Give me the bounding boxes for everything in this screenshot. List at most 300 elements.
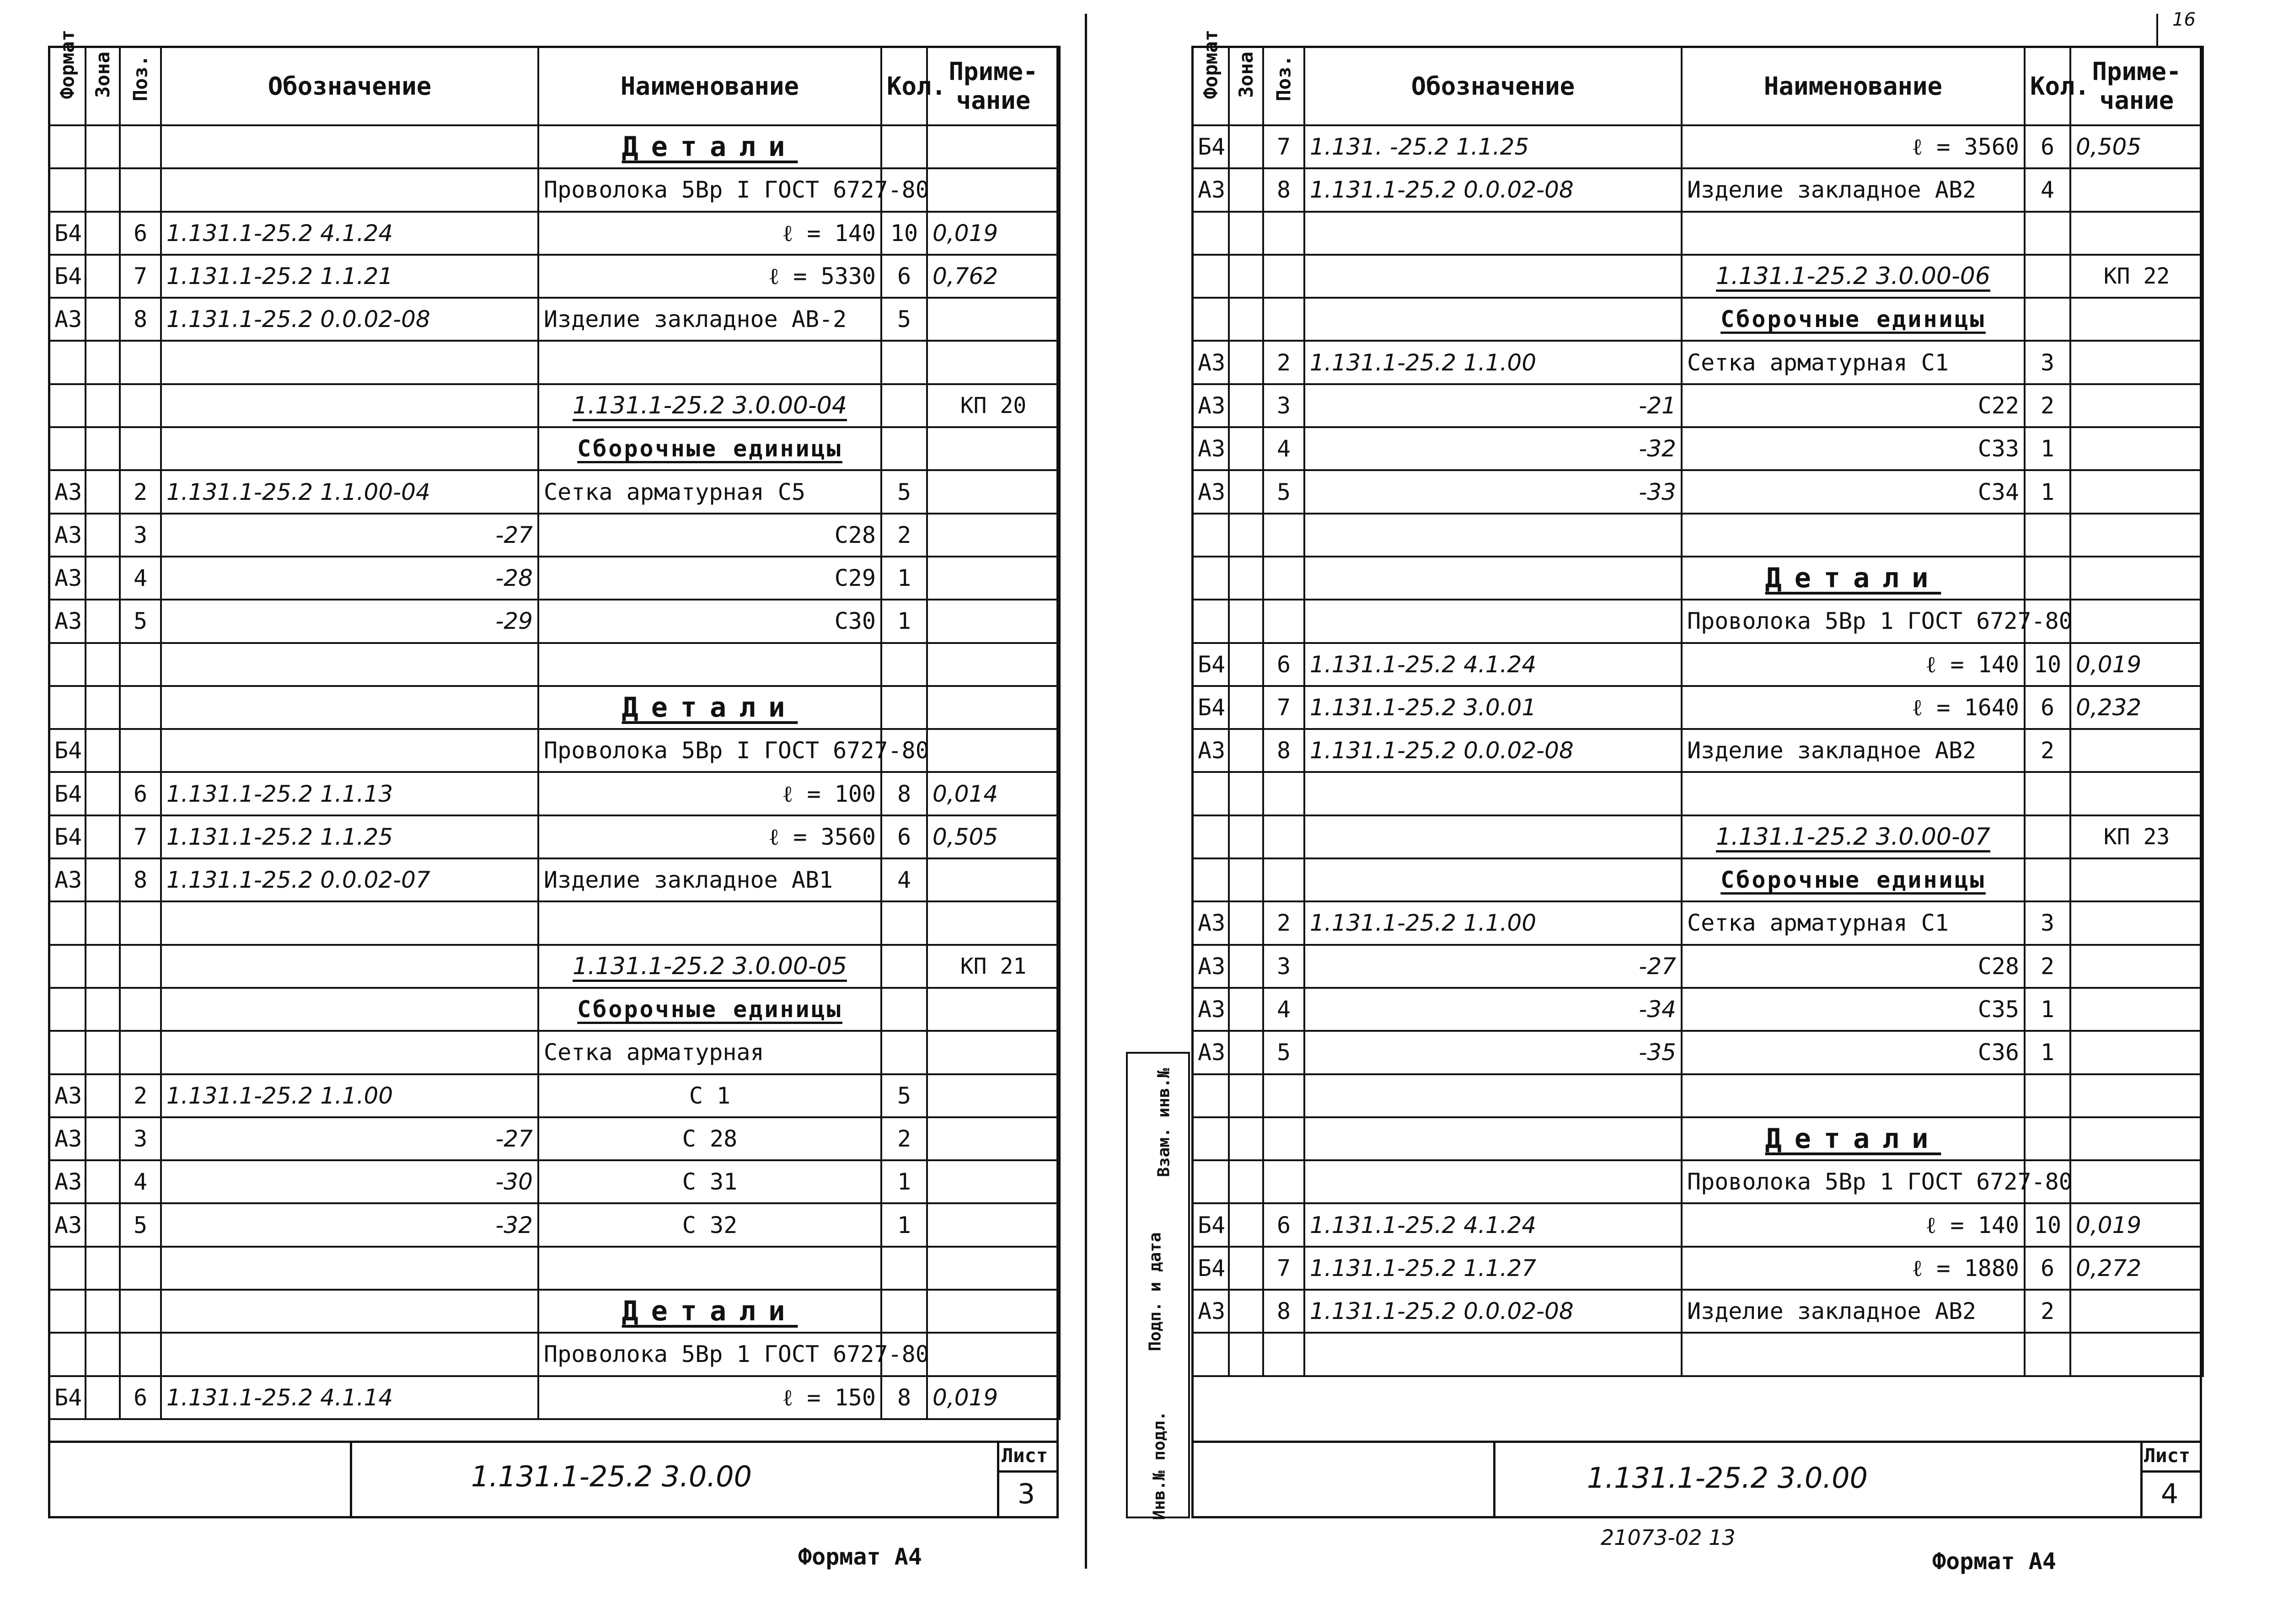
note-cell: 0,014 [927,772,1060,815]
designation-cell [161,945,538,988]
note-cell [2070,1290,2203,1333]
note-cell [2070,557,2203,600]
format-cell: Б4 [49,212,86,255]
section-title: Сборочные единицы [1720,867,1986,894]
table-row [49,686,1060,729]
zone-cell [86,1031,120,1074]
format-cell: А3 [49,600,86,643]
format-cell [1192,514,1229,557]
format-cell [1192,772,1229,815]
format-cell [49,1333,86,1376]
note-cell [927,988,1060,1031]
zone-cell [86,1074,120,1117]
position-cell [1263,212,1304,255]
title-code: 1.131.1-25.2 3.0.00 [1587,1461,1868,1495]
table-row [49,1117,1060,1160]
empty-cell [49,686,86,729]
page-divider [1085,14,1087,1569]
name-cell: ℓ = 140 [1682,1203,2025,1246]
name-cell: С22 [1682,384,2025,427]
zone-cell [86,557,120,600]
name-cell: Изделие закладное АВ2 [1682,729,2025,772]
zone-cell [86,1376,120,1419]
empty-cell [1229,255,1263,298]
document-code: 1.131.1-25.2 3.0.00-07 [1716,823,1990,851]
col-format-header: Формат [49,47,86,125]
empty-cell [1263,858,1304,901]
empty-cell [1192,1117,1229,1160]
name-cell [1682,772,2025,815]
table-row [1192,427,2203,470]
qty-cell [2025,212,2070,255]
col-note-header: Приме- чание [2070,47,2203,125]
empty-cell [49,125,86,168]
zone-cell [86,514,120,557]
position-cell: 3 [1263,945,1304,988]
zone-cell [1229,1031,1263,1074]
section-title: Детали [622,131,798,163]
note-cell [2070,600,2203,643]
qty-cell: 2 [2025,945,2070,988]
table-row [1192,1074,2203,1117]
position-cell: 6 [1263,643,1304,686]
note-cell [927,858,1060,901]
designation-cell [1304,772,1682,815]
table-row [49,427,1060,470]
sheet-left [0,0,1079,1624]
sheet-right [1125,0,2204,1624]
name-cell: ℓ = 3560 [538,815,881,858]
zone-cell [1229,1074,1263,1117]
empty-cell [120,1290,161,1333]
qty-cell: 10 [2025,1203,2070,1246]
format-cell: А3 [49,1074,86,1117]
designation-cell [161,1247,538,1290]
table-row [49,255,1060,298]
empty-cell [1263,1117,1304,1160]
position-cell [1263,1160,1304,1203]
col-qty-header: Кол. [881,47,927,125]
position-cell: 3 [120,514,161,557]
note-cell: 0,762 [927,255,1060,298]
name-cell: ℓ = 140 [1682,643,2025,686]
note-cell [2070,988,2203,1031]
table-row [1192,1203,2203,1246]
note-cell: КП 20 [927,384,1060,427]
table-row [1192,384,2203,427]
empty-cell [1263,298,1304,341]
table-row [1192,686,2203,729]
qty-cell: 4 [2025,168,2070,211]
table-row [1192,514,2203,557]
qty-cell: 1 [881,557,927,600]
zone-cell [86,1117,120,1160]
designation-cell [1304,514,1682,557]
note-cell [927,341,1060,384]
position-cell [1263,600,1304,643]
section-title: Детали [622,1295,798,1328]
designation-cell: 1.131.1-25.2 0.0.02-08 [1304,168,1682,211]
table-row [1192,858,2203,901]
format-cell: А3 [1192,729,1229,772]
spec-table [48,29,1061,1420]
designation-cell [1304,298,1682,341]
position-cell [1263,514,1304,557]
sheet-number: 4 [2161,1478,2179,1510]
qty-cell [881,988,927,1031]
format-cell [1192,1160,1229,1203]
table-row [49,988,1060,1031]
qty-cell [881,341,927,384]
stamp-vzam-inv: Взам. инв.№ [1154,1068,1174,1177]
note-cell [927,557,1060,600]
position-cell: 8 [120,298,161,341]
qty-cell: 6 [2025,686,2070,729]
name-cell: Сетка арматурная [538,1031,881,1074]
note-cell [2070,1031,2203,1074]
table-row [49,168,1060,211]
designation-cell [1304,255,1682,298]
name-cell: Сетка арматурная С1 [1682,901,2025,944]
designation-cell: -27 [161,514,538,557]
position-cell: 3 [1263,384,1304,427]
format-cell [1192,600,1229,643]
format-cell: Б4 [1192,1203,1229,1246]
name-cell: ℓ = 1880 [1682,1247,2025,1290]
table-row [49,470,1060,513]
qty-cell: 6 [2025,1247,2070,1290]
position-cell: 6 [120,772,161,815]
table-row [1192,255,2203,298]
format-cell: Б4 [49,815,86,858]
note-cell [927,1290,1060,1333]
designation-cell [161,384,538,427]
col-pos-header: Поз. [120,47,161,125]
table-row [49,1247,1060,1290]
position-cell: 7 [1263,686,1304,729]
designation-cell [161,686,538,729]
note-cell: 0,019 [927,1376,1060,1419]
note-cell [927,514,1060,557]
zone-cell [86,600,120,643]
empty-cell [86,988,120,1031]
name-cell [538,643,881,686]
zone-cell [1229,384,1263,427]
format-cell: Б4 [1192,643,1229,686]
qty-cell [881,125,927,168]
name-cell [538,1247,881,1290]
format-cell: А3 [1192,384,1229,427]
format-cell: А3 [49,557,86,600]
designation-cell [161,988,538,1031]
empty-cell [1192,298,1229,341]
table-row [49,1031,1060,1074]
zone-cell [86,298,120,341]
qty-cell [2025,772,2070,815]
table-row [49,341,1060,384]
section-heading [1682,557,2025,600]
position-cell: 4 [120,1160,161,1203]
name-cell: С28 [1682,945,2025,988]
designation-cell: 1.131. -25.2 1.1.25 [1304,125,1682,168]
section-heading [1682,298,2025,341]
position-cell: 6 [120,1376,161,1419]
section-title: Сборочные единицы [1720,306,1986,333]
zone-cell [86,255,120,298]
table-row [1192,1247,2203,1290]
position-cell [120,1247,161,1290]
position-cell: 7 [1263,125,1304,168]
empty-cell [1263,815,1304,858]
qty-cell: 6 [881,255,927,298]
designation-cell: 1.131.1-25.2 0.0.02-08 [161,298,538,341]
qty-cell: 8 [881,1376,927,1419]
empty-cell [120,945,161,988]
format-cell: А3 [1192,427,1229,470]
zone-cell [1229,1203,1263,1246]
section-heading [538,686,881,729]
note-cell [927,1074,1060,1117]
document-designation [538,945,881,988]
name-cell: С 1 [538,1074,881,1117]
format-cell: А3 [1192,470,1229,513]
name-cell: Проволока 5Вр 1 ГОСТ 6727-80 [1682,1160,2025,1203]
empty-cell [1229,815,1263,858]
table-row [1192,341,2203,384]
col-designation-header: Обозначение [1304,47,1682,125]
note-cell [2070,772,2203,815]
table-row [1192,1160,2203,1203]
note-cell [2070,427,2203,470]
qty-cell [2025,858,2070,901]
table-row [49,1160,1060,1203]
designation-cell [161,1031,538,1074]
stamp-podp-data: Подп. и дата [1146,1232,1165,1351]
designation-cell: 1.131.1-25.2 0.0.02-07 [161,858,538,901]
designation-cell: 1.131.1-25.2 1.1.00 [161,1074,538,1117]
qty-cell: 5 [881,470,927,513]
note-cell [2070,1333,2203,1376]
position-cell: 7 [1263,1247,1304,1290]
note-cell: КП 22 [2070,255,2203,298]
note-cell [2070,298,2203,341]
qty-cell: 2 [2025,1290,2070,1333]
note-cell [2070,212,2203,255]
empty-cell [49,384,86,427]
section-heading [1682,858,2025,901]
name-cell: Изделие закладное АВ2 [1682,1290,2025,1333]
name-cell: ℓ = 1640 [1682,686,2025,729]
designation-cell [1304,1074,1682,1117]
section-heading [538,988,881,1031]
name-cell: Изделие закладное АВ2 [1682,168,2025,211]
qty-cell: 10 [2025,643,2070,686]
document-code: 1.131.1-25.2 3.0.00-06 [1716,263,1990,290]
qty-cell [881,427,927,470]
col-format-header: Формат [1192,47,1229,125]
note-cell: 0,272 [2070,1247,2203,1290]
col-designation-header: Обозначение [161,47,538,125]
format-cell: Б4 [49,729,86,772]
name-cell: С29 [538,557,881,600]
designation-cell: -27 [161,1117,538,1160]
qty-cell [881,1031,927,1074]
designation-cell: 1.131.1-25.2 4.1.24 [1304,1203,1682,1246]
note-cell [2070,514,2203,557]
zone-cell [86,772,120,815]
note-cell [2070,384,2203,427]
zone-cell [86,858,120,901]
designation-cell: -35 [1304,1031,1682,1074]
note-cell: 0,019 [927,212,1060,255]
format-cell: А3 [1192,901,1229,944]
format-cell: Б4 [1192,1247,1229,1290]
name-cell: Изделие закладное АВ-2 [538,298,881,341]
note-cell [927,298,1060,341]
zone-cell [86,643,120,686]
name-cell: ℓ = 100 [538,772,881,815]
qty-cell: 2 [881,514,927,557]
zone-cell [1229,341,1263,384]
name-cell: С 28 [538,1117,881,1160]
table-row [1192,470,2203,513]
position-cell: 2 [120,470,161,513]
qty-cell: 2 [2025,384,2070,427]
note-cell [2070,1117,2203,1160]
position-cell: 6 [120,212,161,255]
empty-cell [86,686,120,729]
name-cell: С 32 [538,1203,881,1246]
position-cell [120,1333,161,1376]
designation-cell: 1.131.1-25.2 1.1.00 [1304,341,1682,384]
zone-cell [1229,988,1263,1031]
zone-cell [1229,212,1263,255]
position-cell [120,901,161,944]
document-code: 1.131.1-25.2 3.0.00-04 [573,391,847,419]
sheet-label: Лист [1002,1444,1048,1467]
section-heading [538,125,881,168]
name-cell: Сетка арматурная С1 [1682,341,2025,384]
format-cell [1192,212,1229,255]
zone-cell [1229,1247,1263,1290]
format-cell: Б4 [49,255,86,298]
stamp-inv-podl: Инв.№ подл. [1150,1411,1169,1520]
format-cell [1192,1333,1229,1376]
position-cell: 4 [1263,988,1304,1031]
position-cell [1263,1333,1304,1376]
name-cell [1682,1333,2025,1376]
note-cell: 0,232 [2070,686,2203,729]
designation-cell: 1.131.1-25.2 1.1.21 [161,255,538,298]
qty-cell [881,901,927,944]
table-row [1192,1117,2203,1160]
empty-cell [86,384,120,427]
designation-cell: 1.131.1-25.2 0.0.02-08 [1304,729,1682,772]
format-cell [49,168,86,211]
name-cell: С36 [1682,1031,2025,1074]
table-row [1192,729,2203,772]
designation-cell: 1.131.1-25.2 4.1.24 [161,212,538,255]
zone-cell [86,212,120,255]
designation-cell [161,341,538,384]
format-cell: А3 [49,298,86,341]
table-row [49,643,1060,686]
table-row [1192,125,2203,168]
empty-cell [1229,298,1263,341]
sheet-number: 3 [1018,1478,1035,1510]
designation-cell: -32 [161,1203,538,1246]
position-cell: 3 [120,1117,161,1160]
qty-cell [881,643,927,686]
format-cell: Б4 [1192,125,1229,168]
format-cell: А3 [49,1117,86,1160]
designation-cell: -33 [1304,470,1682,513]
qty-cell [2025,1117,2070,1160]
format-cell [49,1031,86,1074]
designation-cell: -27 [1304,945,1682,988]
position-cell: 8 [1263,729,1304,772]
format-label: Формат А4 [1932,1548,2056,1575]
note-cell: КП 23 [2070,815,2203,858]
position-cell: 2 [1263,901,1304,944]
table-row [1192,643,2203,686]
archive-number: 21073-02 13 [1601,1525,1736,1550]
qty-cell: 3 [2025,341,2070,384]
col-name-header: Наименование [538,47,881,125]
empty-cell [86,125,120,168]
position-cell [120,729,161,772]
zone-cell [86,1247,120,1290]
name-cell: Проволока 5Вр I ГОСТ 6727-80 [538,168,881,211]
qty-cell [881,1290,927,1333]
format-cell: А3 [49,514,86,557]
designation-cell: -21 [1304,384,1682,427]
name-cell: Сетка арматурная С5 [538,470,881,513]
zone-cell [1229,1160,1263,1203]
position-cell [120,168,161,211]
format-cell [49,341,86,384]
table-row [1192,1290,2203,1333]
name-cell: С34 [1682,470,2025,513]
designation-cell [161,1333,538,1376]
table-row [1192,815,2203,858]
qty-cell [2025,255,2070,298]
designation-cell: 1.131.1-25.2 1.1.25 [161,815,538,858]
note-cell [927,470,1060,513]
format-cell: А3 [1192,1031,1229,1074]
empty-cell [49,945,86,988]
name-cell: Проволока 5Вр 1 ГОСТ 6727-80 [538,1333,881,1376]
zone-cell [86,470,120,513]
table-row [49,729,1060,772]
note-cell [927,643,1060,686]
empty-cell [1192,858,1229,901]
qty-cell: 4 [881,858,927,901]
qty-cell [2025,1074,2070,1117]
table-row [49,1203,1060,1246]
table-row [49,125,1060,168]
designation-cell: 1.131.1-25.2 4.1.24 [1304,643,1682,686]
name-cell: С 31 [538,1160,881,1203]
table-row [49,1074,1060,1117]
table-row [49,815,1060,858]
designation-cell: -32 [1304,427,1682,470]
col-zone-header: Зона [1229,47,1263,125]
document-designation [1682,255,2025,298]
designation-cell: 1.131.1-25.2 1.1.27 [1304,1247,1682,1290]
qty-cell [881,1247,927,1290]
name-cell: С33 [1682,427,2025,470]
